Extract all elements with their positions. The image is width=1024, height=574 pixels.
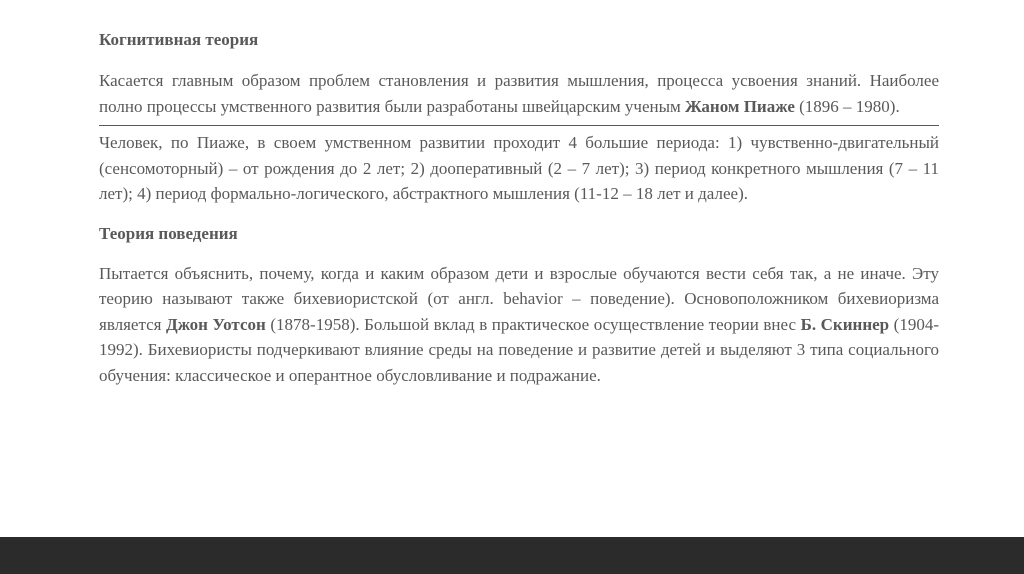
behavior-theory-heading: Теория поведения: [99, 223, 238, 243]
cognitive-theory-heading: Когнитивная теория: [99, 30, 259, 49]
paragraph-text: (1896 – 1980).: [794, 96, 900, 116]
divider-line: [99, 125, 939, 126]
paragraph-text: Касается главным образом проблем становления и развития мышления, процесса усвоения знаний. Наиболее полно процессы умственного развития были разработаны швейцарским ученым: [99, 71, 939, 116]
slide-content: [99, 27, 939, 388]
paragraph-text: (1878-1958). Большой вклад в практическое осуществление теории внес: [265, 314, 801, 334]
skinner-name: Б. Скиннер: [800, 314, 890, 334]
paragraph-text: Пытается объяснить, почему, когда и каким образом дети и взрослые обучаются вести себя так, а не иначе. Эту теорию называют также бихевиористской (от англ. behavior – поведение). Основоположником бихевиоризма является: [99, 263, 939, 334]
piaget-periods-paragraph: Человек, по Пиаже, в своем умственном развитии проходит 4 большие периода: 1) чувственно-двигательный (сенсомоторный) – от рождения до 2 лет; 2) дооперативный (2 – 7 лет); 3) период конкретного мышления (7 – 11 лет); 4) период формально-логического, абстрактного мышления (11-12 – 18 лет и далее).: [99, 133, 939, 203]
cognitive-theory-paragraph: [99, 68, 939, 119]
behavior-theory-paragraph: [99, 261, 939, 389]
paragraph-text: (1904-1992). Бихевиористы подчеркивают влияние среды на поведение и развитие детей и выделяют 3 типа социального обучения: классическое и оперантное обусловливание и подражание.: [99, 314, 940, 385]
watson-name: Джон Уотсон: [166, 314, 266, 334]
piaget-name: Жаном Пиаже: [685, 96, 795, 116]
bottom-bar: [0, 537, 1024, 574]
